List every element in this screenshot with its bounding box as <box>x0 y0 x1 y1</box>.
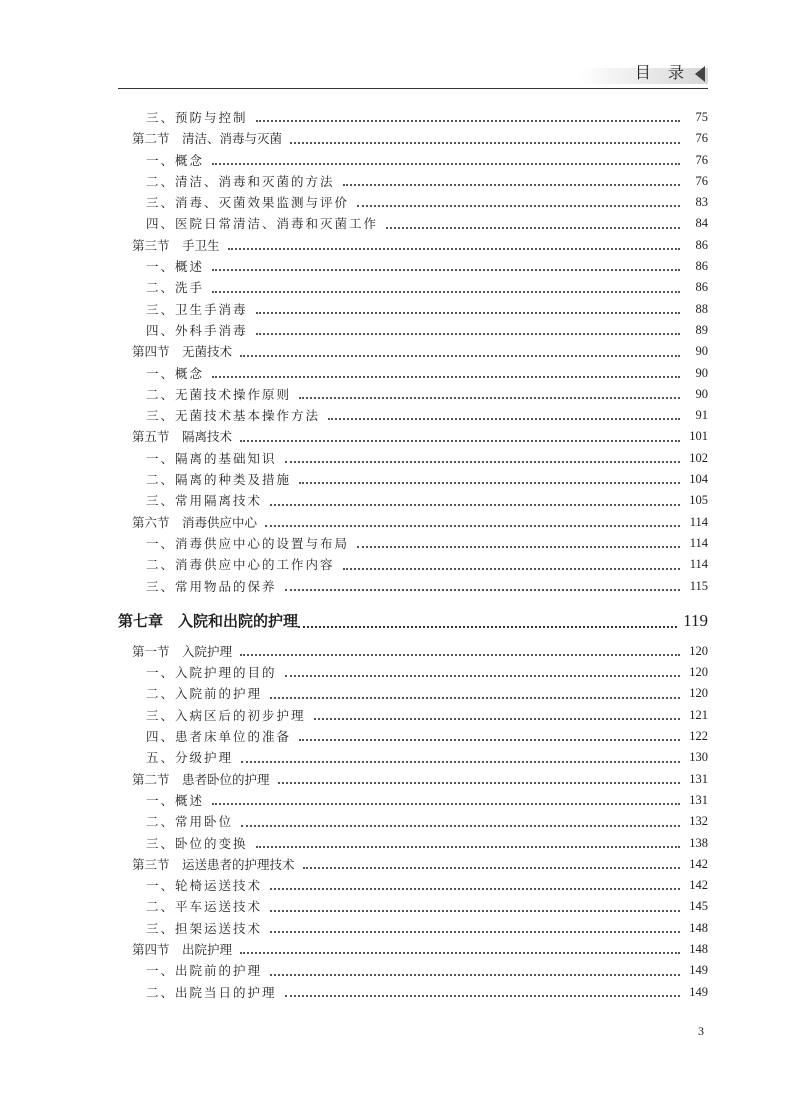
toc-entry-title: 一、概述 <box>146 792 205 808</box>
dot-leader <box>357 205 680 207</box>
dot-leader <box>343 184 680 186</box>
toc-entry-title: 一、轮椅运送技术 <box>146 878 263 894</box>
toc-entry-title: 二、入院前的护理 <box>146 686 263 702</box>
toc-item-row[interactable] <box>118 277 708 298</box>
toc-item-row[interactable] <box>118 171 708 192</box>
toc-item-row[interactable] <box>118 554 708 575</box>
toc-item-row[interactable] <box>118 875 708 896</box>
header-divider <box>118 88 708 89</box>
toc-item-row[interactable] <box>118 384 708 405</box>
toc-section-row[interactable] <box>118 939 708 960</box>
toc-entry-title: 第四节 无菌技术 <box>132 344 233 360</box>
dot-leader <box>299 397 680 399</box>
toc-page-number: 91 <box>695 408 708 423</box>
toc-page-number: 114 <box>689 557 708 572</box>
toc-page-number: 102 <box>689 450 708 465</box>
toc-item-row[interactable] <box>118 811 708 832</box>
dot-leader <box>357 546 680 548</box>
toc-entry-title: 三、预防与控制 <box>146 110 248 125</box>
toc-page-number: 90 <box>695 386 708 401</box>
dot-leader <box>241 761 680 763</box>
toc-item-row[interactable] <box>118 363 708 384</box>
page-title: 目 录 <box>634 63 690 82</box>
toc-entry-title: 三、常用隔离技术 <box>146 493 263 509</box>
dot-leader <box>298 626 677 628</box>
toc-entry-title: 四、医院日常清洁、消毒和灭菌工作 <box>146 216 379 232</box>
toc-entry-title: 一、入院护理的目的 <box>146 665 277 681</box>
toc-page-number: 83 <box>695 195 708 210</box>
toc-entry-title: 三、消毒、灭菌效果监测与评价 <box>146 195 350 211</box>
toc-entry-title: 第一节 入院护理 <box>132 643 233 659</box>
toc-item-row[interactable] <box>118 320 708 341</box>
dot-leader <box>265 525 680 527</box>
toc-page-number: 86 <box>695 237 708 252</box>
toc-section-row[interactable] <box>118 641 708 662</box>
toc-entry-title: 第二节 患者卧位的护理 <box>132 771 270 787</box>
dot-leader <box>290 142 680 144</box>
toc-item-row[interactable] <box>118 960 708 981</box>
toc-page-number: 89 <box>695 322 708 337</box>
toc-entry-title: 第六节 消毒供应中心 <box>132 514 258 530</box>
toc-entry-title: 二、消毒供应中心的工作内容 <box>146 557 335 573</box>
toc-page-number: 114 <box>689 514 708 529</box>
toc-item-row[interactable] <box>118 448 708 469</box>
toc-entry-title: 三、卫生手消毒 <box>146 301 248 317</box>
toc-page-number: 145 <box>689 899 708 914</box>
toc-entry-title: 二、无菌技术操作原则 <box>146 386 292 402</box>
toc-section-row[interactable] <box>118 341 708 362</box>
dot-leader <box>343 568 680 570</box>
toc-entry-title: 一、概念 <box>146 365 205 381</box>
dot-leader <box>212 803 680 805</box>
dot-leader <box>240 440 680 442</box>
toc-page-number: 104 <box>689 472 708 487</box>
toc-page-number: 120 <box>689 665 708 680</box>
toc-entry-title: 第三节 手卫生 <box>132 237 220 253</box>
dot-leader <box>285 675 680 677</box>
dot-leader <box>270 931 680 933</box>
toc-item-row[interactable] <box>118 662 708 683</box>
triangle-marker-icon <box>695 66 705 82</box>
dot-leader <box>212 163 680 165</box>
toc-item-row[interactable] <box>118 213 708 234</box>
toc-page-number: 90 <box>695 344 708 359</box>
toc-item-row[interactable] <box>118 747 708 768</box>
toc-entry-title: 一、消毒供应中心的设置与布局 <box>146 535 350 551</box>
toc-entry-title: 三、常用物品的保养 <box>146 578 277 594</box>
dot-leader <box>256 120 680 122</box>
toc-page-number: 121 <box>689 707 708 722</box>
toc-entry-title: 四、患者床单位的准备 <box>146 729 292 745</box>
toc-page-number: 142 <box>689 856 708 871</box>
toc-page-number: 130 <box>689 750 708 765</box>
toc-item-row[interactable] <box>118 192 708 213</box>
toc-item-row[interactable] <box>118 833 708 854</box>
toc-entry-title: 二、清洁、消毒和灭菌的方法 <box>146 173 335 189</box>
dot-leader <box>314 718 680 720</box>
toc-page-number: 114 <box>689 535 708 550</box>
toc-page-number: 76 <box>695 152 708 167</box>
toc-page-number: 86 <box>695 259 708 274</box>
dot-leader <box>299 739 680 741</box>
toc-entry-title: 四、外科手消毒 <box>146 322 248 338</box>
toc-entry-title: 一、概述 <box>146 259 205 275</box>
toc-item-row[interactable] <box>118 107 708 128</box>
toc-page-number: 120 <box>689 643 708 658</box>
toc-page-number: 148 <box>689 920 708 935</box>
toc-entry-title: 二、出院当日的护理 <box>146 984 277 1000</box>
dot-leader <box>240 355 680 357</box>
toc-section-row[interactable] <box>118 854 708 875</box>
table-of-contents <box>118 107 708 1003</box>
toc-page-number: 84 <box>695 216 708 231</box>
dot-leader <box>240 654 680 656</box>
toc-item-row[interactable] <box>118 982 708 1003</box>
dot-leader <box>212 269 680 271</box>
toc-page-number: 90 <box>695 365 708 380</box>
dot-leader <box>285 589 680 591</box>
page-number: 3 <box>698 1024 704 1038</box>
toc-entry-title: 第三节 运送患者的护理技术 <box>132 856 295 872</box>
toc-page-number: 132 <box>689 814 708 829</box>
toc-page-number: 131 <box>689 771 708 786</box>
toc-entry-title: 二、隔离的种类及措施 <box>146 472 292 488</box>
dot-leader <box>256 846 680 848</box>
toc-entry-title: 二、洗手 <box>146 280 205 296</box>
dot-leader <box>270 697 680 699</box>
toc-page-number: 142 <box>689 878 708 893</box>
toc-item-row[interactable] <box>118 150 708 171</box>
toc-page-number: 120 <box>689 686 708 701</box>
dot-leader <box>299 482 680 484</box>
toc-item-row[interactable] <box>118 256 708 277</box>
toc-item-row[interactable] <box>118 683 708 704</box>
dot-leader <box>270 910 680 912</box>
toc-item-row[interactable] <box>118 469 708 490</box>
dot-leader <box>278 782 680 784</box>
toc-page-number: 138 <box>689 835 708 850</box>
toc-entry-title: 五、分级护理 <box>146 750 234 766</box>
toc-page-number: 149 <box>689 984 708 999</box>
toc-page-number: 122 <box>689 729 708 744</box>
toc-item-row[interactable] <box>118 726 708 747</box>
toc-entry-title: 第五节 隔离技术 <box>132 429 233 445</box>
dot-leader <box>256 312 680 314</box>
toc-section-row[interactable] <box>118 128 708 149</box>
toc-section-row[interactable] <box>118 235 708 256</box>
toc-page-number: 131 <box>689 792 708 807</box>
dot-leader <box>270 888 680 890</box>
dot-leader <box>228 248 680 250</box>
toc-page-number: 76 <box>695 131 708 146</box>
toc-item-row[interactable] <box>118 896 708 917</box>
toc-item-row[interactable] <box>118 576 708 597</box>
toc-entry-title: 三、卧位的变换 <box>146 835 248 851</box>
toc-section-row[interactable] <box>118 769 708 790</box>
toc-entry-title: 一、出院前的护理 <box>146 963 263 979</box>
toc-page-number: 115 <box>689 578 708 593</box>
toc-item-row[interactable] <box>118 790 708 811</box>
toc-entry-title: 二、平车运送技术 <box>146 899 263 915</box>
dot-leader <box>212 376 680 378</box>
toc-entry-title: 二、常用卧位 <box>146 814 234 830</box>
toc-entry-title: 一、隔离的基础知识 <box>146 450 277 466</box>
dot-leader <box>386 227 680 229</box>
toc-item-row[interactable] <box>118 299 708 320</box>
dot-leader <box>328 418 680 420</box>
toc-page-number: 88 <box>695 301 708 316</box>
toc-entry-title: 第四节 出院护理 <box>132 941 233 957</box>
toc-page-number: 101 <box>689 429 708 444</box>
toc-entry-title: 第二节 清洁、消毒与灭菌 <box>132 131 283 147</box>
toc-item-row[interactable] <box>118 705 708 726</box>
toc-entry-title: 一、概念 <box>146 152 205 168</box>
dot-leader <box>285 995 680 997</box>
toc-section-row[interactable] <box>118 512 708 533</box>
toc-entry-title: 三、担架运送技术 <box>146 920 263 936</box>
toc-page-number: 148 <box>689 941 708 956</box>
dot-leader <box>303 867 680 869</box>
toc-item-row[interactable] <box>118 918 708 939</box>
toc-page-number: 119 <box>683 610 708 630</box>
dot-leader <box>270 504 680 506</box>
dot-leader <box>270 974 680 976</box>
dot-leader <box>240 952 680 954</box>
toc-page-number: 86 <box>695 280 708 295</box>
dot-leader <box>256 333 680 335</box>
dot-leader <box>241 825 680 827</box>
toc-page-number: 76 <box>695 173 708 188</box>
toc-page-number: 149 <box>689 963 708 978</box>
toc-item-row[interactable] <box>118 533 708 554</box>
header-bar <box>118 68 708 84</box>
toc-chapter-row[interactable] <box>118 603 708 639</box>
toc-item-row[interactable] <box>118 490 708 511</box>
toc-entry-title: 三、无菌技术基本操作方法 <box>146 408 321 424</box>
toc-page-number: 105 <box>689 493 708 508</box>
toc-entry-title: 三、入病区后的初步护理 <box>146 707 306 723</box>
toc-item-row[interactable] <box>118 405 708 426</box>
toc-entry-title: 第七章 入院和出院的护理 <box>118 611 299 630</box>
dot-leader <box>212 291 680 293</box>
toc-page-number: 75 <box>695 110 708 124</box>
dot-leader <box>285 461 680 463</box>
toc-section-row[interactable] <box>118 426 708 447</box>
